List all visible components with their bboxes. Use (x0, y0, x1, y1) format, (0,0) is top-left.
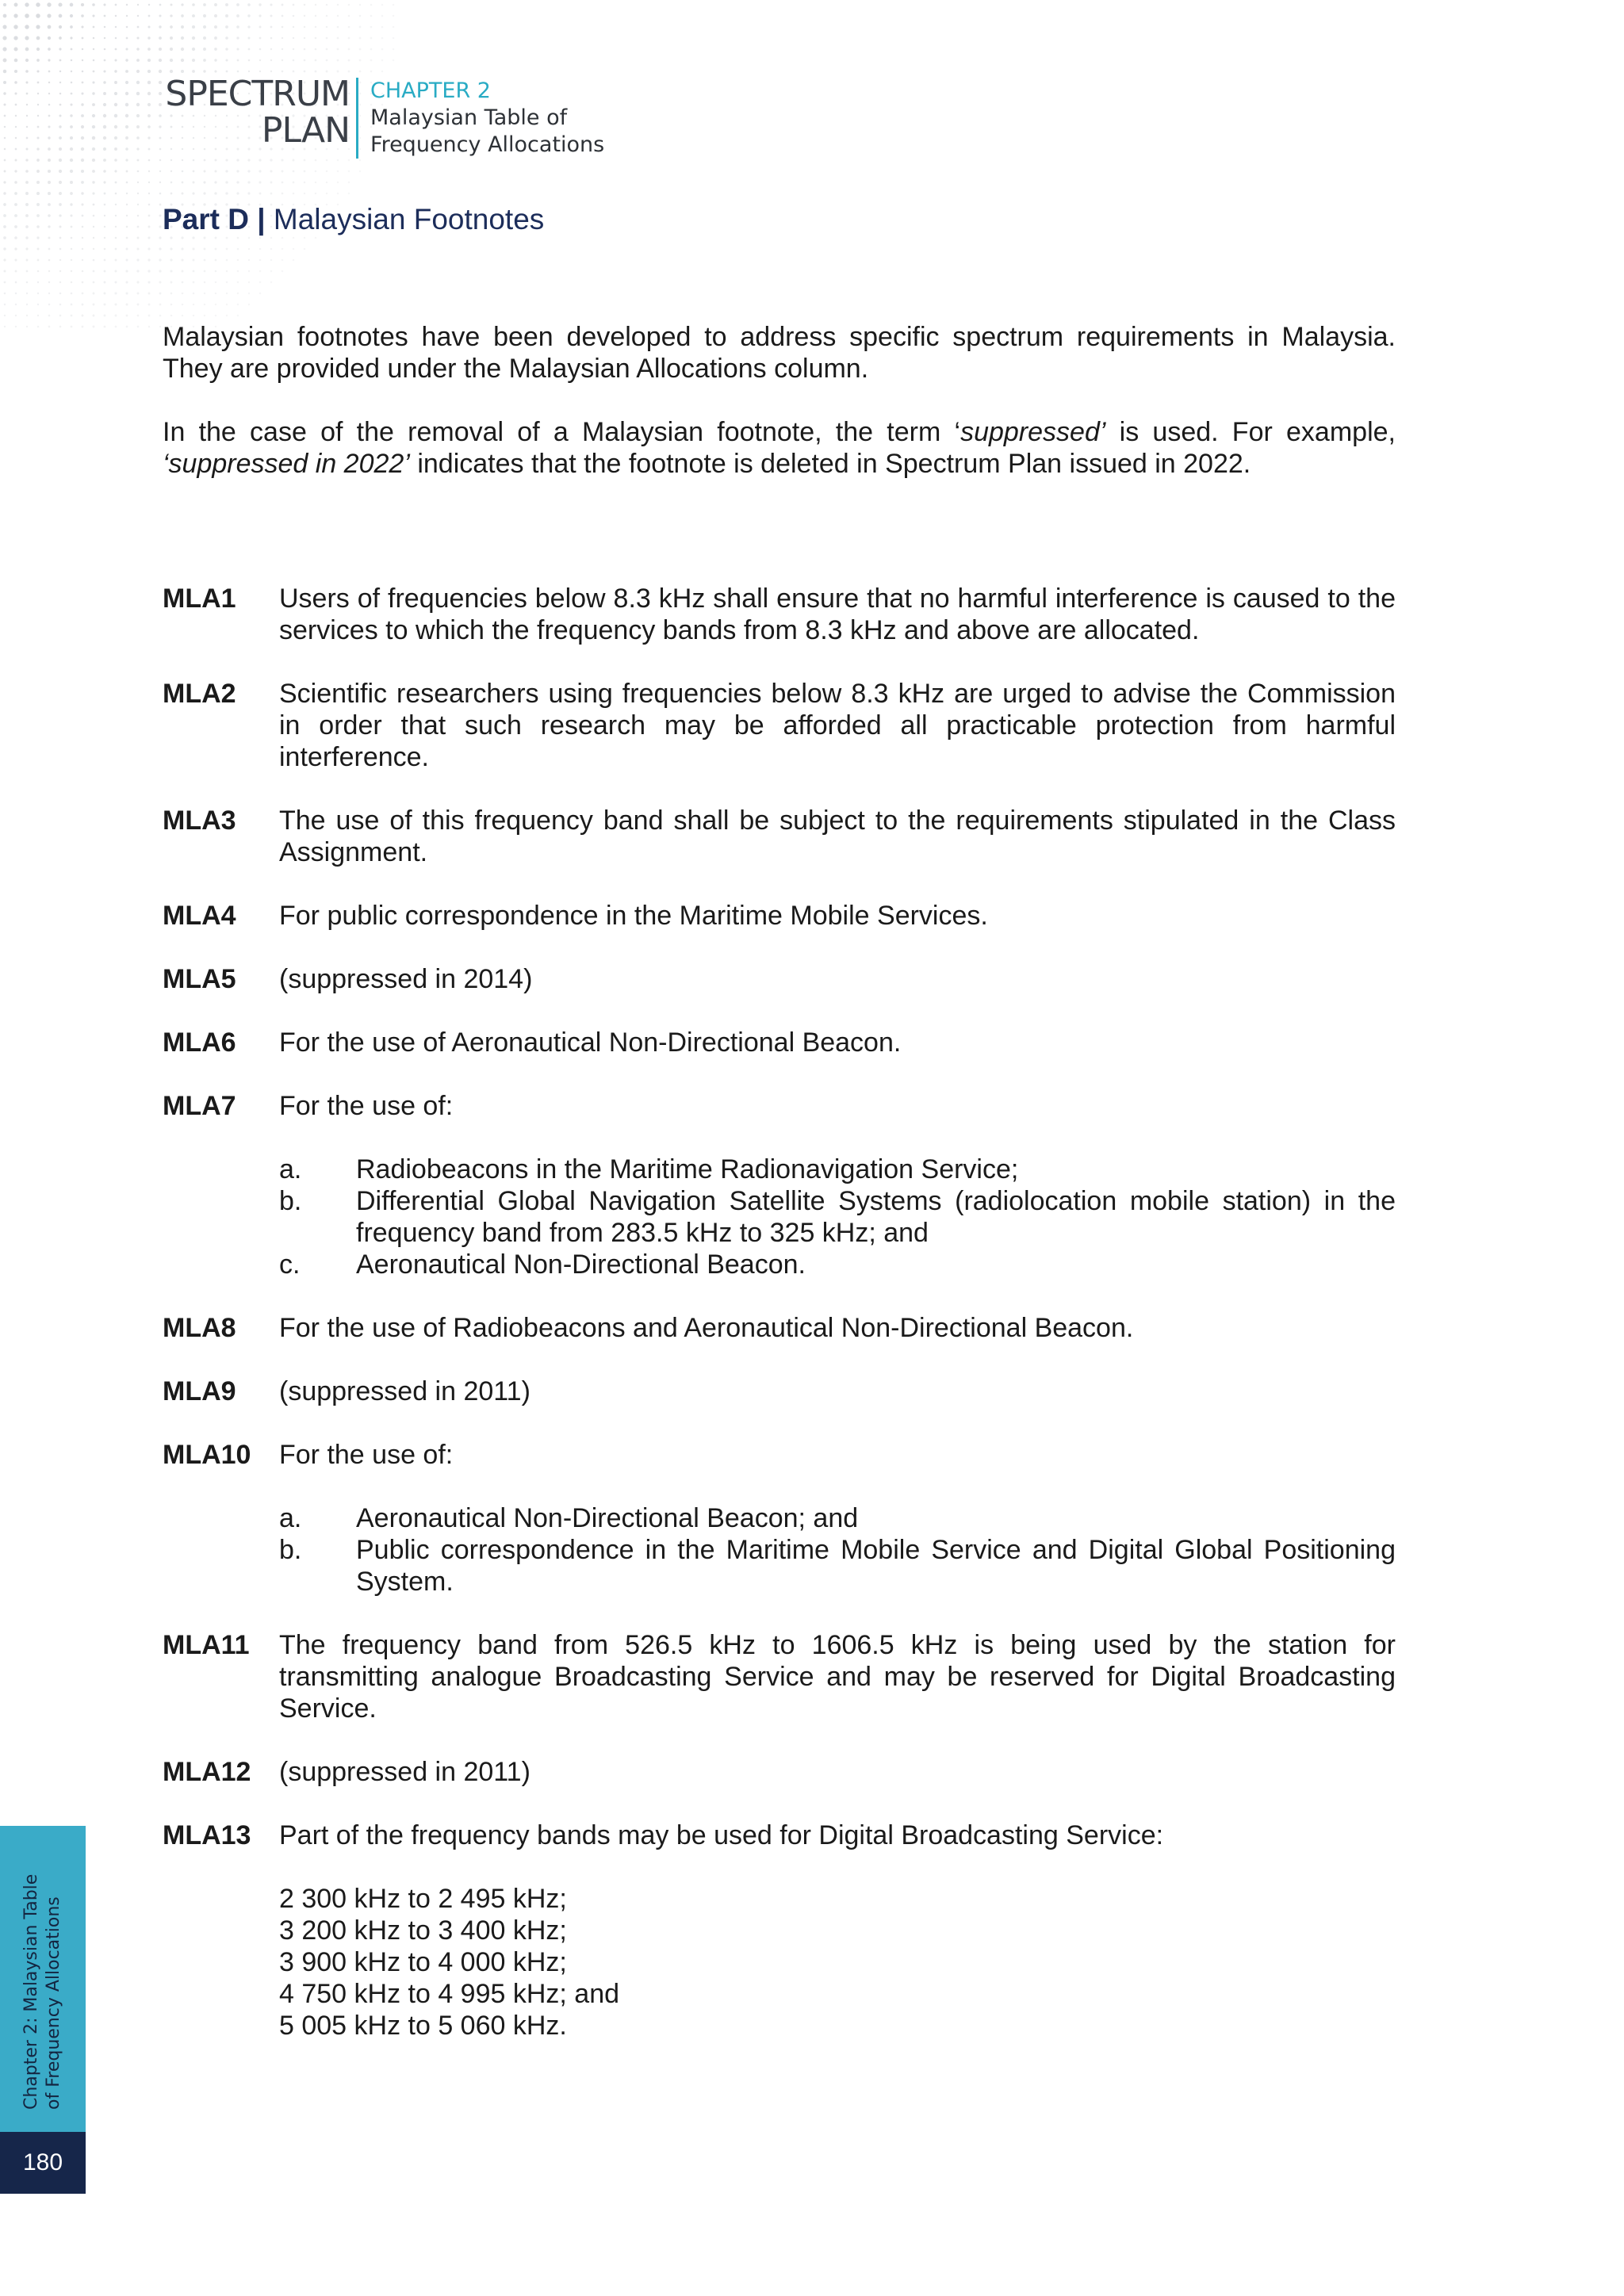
footnote-mla7 (163, 1090, 1396, 1280)
sublist-item (279, 1534, 1396, 1598)
sublist-letter: c. (279, 1249, 301, 1280)
intro-p2-example: ‘suppressed in 2022’ (163, 449, 410, 479)
logo-line-1: SPECTRUM (165, 74, 350, 114)
footnote-text: For the use of Radiobeacons and Aeronautical Non-Directional Beacon. (279, 1313, 1134, 1343)
footnote-code: MLA7 (163, 1091, 236, 1121)
sublist-item (279, 1249, 1396, 1280)
footnote-code: MLA13 (163, 1820, 251, 1850)
sublist-text: Public correspondence in the Maritime Mobile Service and Digital Global Positioning System. (356, 1535, 1396, 1597)
footnote-code: MLA3 (163, 806, 236, 836)
footnote-code: MLA9 (163, 1376, 236, 1406)
footnote-mla11 (163, 1629, 1396, 1724)
intro-p2-part-b: is used. For example, (1105, 417, 1396, 447)
frequency-range: 5 005 kHz to 5 060 kHz. (279, 2011, 567, 2041)
footnote-mla2 (163, 678, 1396, 773)
chapter-title (370, 105, 624, 159)
frequency-range: 3 200 kHz to 3 400 kHz; (279, 1915, 567, 1946)
footnote-mla1 (163, 583, 1396, 646)
sublist-letter: a. (279, 1154, 302, 1184)
footnote-text: For the use of: (279, 1440, 454, 1470)
footnote-text: The use of this frequency band shall be subject to the requirements stipulated in the Class Assignment. (279, 806, 1396, 867)
chapter-title-line-2: Frequency Allocations (370, 132, 605, 157)
footnote-text: Scientific researchers using frequencies below 8.3 kHz are urged to advise the Commission in order that such research may be afforded all practicable protection from harmful interference. (279, 679, 1396, 772)
sublist-item (279, 1502, 1396, 1534)
footnote-mla13 (163, 1820, 1396, 2042)
chapter-block (370, 78, 624, 159)
intro-p2-term: suppressed’ (960, 417, 1106, 447)
footnote-mla3 (163, 805, 1396, 868)
footnote-sublist (279, 1502, 1396, 1598)
footnote-text: (suppressed in 2011) (279, 1376, 530, 1406)
side-tab-line-2: of Frequency Allocations (44, 1896, 63, 2110)
sublist-letter: b. (279, 1535, 302, 1565)
intro-paragraph-1: Malaysian footnotes have been developed to address specific spectrum requirements in Malaysia. They are provided under the Malaysian Allocations column. (163, 322, 1396, 384)
footnote-text: (suppressed in 2011) (279, 1757, 530, 1787)
footnote-text: The frequency band from 526.5 kHz to 1606.5 kHz is being used by the station for transmitting analogue Broadcasting Service and may be reserved for Digital Broadcasting Service. (279, 1630, 1396, 1724)
footnote-code: MLA11 (163, 1630, 250, 1660)
footnote-mla5 (163, 963, 1396, 995)
part-title: Malaysian Footnotes (265, 203, 545, 235)
frequency-range: 4 750 kHz to 4 995 kHz; and (279, 1979, 620, 2009)
sublist-text: Radiobeacons in the Maritime Radionavigation Service; (356, 1154, 1019, 1184)
footnote-mla8 (163, 1312, 1396, 1344)
part-heading (163, 201, 544, 238)
intro-p2-part-c: indicates that the footnote is deleted in Spectrum Plan issued in 2022. (409, 449, 1251, 479)
footnote-mla4 (163, 900, 1396, 932)
footnote-code: MLA6 (163, 1027, 236, 1058)
frequency-range-list (279, 1883, 1396, 2042)
footnote-code: MLA5 (163, 964, 236, 994)
intro-paragraph-2 (163, 416, 1396, 480)
main-content (163, 321, 1396, 2073)
sublist-text: Differential Global Navigation Satellite Systems (radiolocation mobile station) in the frequency band from 283.5 kHz to 325 kHz; and (356, 1186, 1396, 1248)
footnote-mla12 (163, 1756, 1396, 1788)
logo-line-2: PLAN (261, 110, 350, 151)
chapter-label: CHAPTER 2 (370, 78, 491, 103)
footnote-code: MLA8 (163, 1313, 236, 1343)
chapter-side-tab (0, 1826, 86, 2132)
footnote-code: MLA2 (163, 679, 236, 709)
chapter-title-line-1: Malaysian Table of (370, 105, 568, 130)
frequency-range: 2 300 kHz to 2 495 kHz; (279, 1884, 567, 1914)
side-tab-line-1: Chapter 2: Malaysian Table (21, 1873, 41, 2110)
footnote-text: For the use of Aeronautical Non-Directional Beacon. (279, 1027, 902, 1058)
footnote-code: MLA12 (163, 1757, 251, 1787)
frequency-range: 3 900 kHz to 4 000 kHz; (279, 1947, 567, 1977)
footnote-code: MLA4 (163, 901, 236, 931)
footnote-code: MLA1 (163, 584, 236, 614)
footnote-list (163, 583, 1396, 2042)
footnote-text: Part of the frequency bands may be used for Digital Broadcasting Service: (279, 1820, 1164, 1850)
sublist-text: Aeronautical Non-Directional Beacon. (356, 1249, 806, 1280)
footnote-text: (suppressed in 2014) (279, 964, 533, 994)
footnote-text: Users of frequencies below 8.3 kHz shall ensure that no harmful interference is caused to the services to which the frequency bands from 8.3 kHz and above are allocated. (279, 584, 1396, 645)
footnote-mla6 (163, 1027, 1396, 1058)
sublist-letter: b. (279, 1186, 302, 1216)
side-tab-text (21, 1848, 65, 2110)
footnote-text: For the use of: (279, 1091, 454, 1121)
spectrum-plan-logo (163, 76, 350, 149)
intro-p2-part-a: In the case of the removal of a Malaysian footnote, the term ‘ (163, 417, 961, 447)
sublist-letter: a. (279, 1503, 302, 1533)
header-divider (356, 78, 358, 159)
page-number: 180 (0, 2132, 86, 2194)
part-label: Part D | (163, 203, 266, 235)
footnote-mla9 (163, 1376, 1396, 1407)
footnote-sublist (279, 1154, 1396, 1280)
sublist-item (279, 1185, 1396, 1249)
sublist-text: Aeronautical Non-Directional Beacon; and (356, 1503, 859, 1533)
spacer (163, 511, 1396, 583)
sublist-item (279, 1154, 1396, 1185)
decorative-dot-pattern (0, 0, 444, 333)
footnote-text: For public correspondence in the Maritime Mobile Services. (279, 901, 988, 931)
footnote-code: MLA10 (163, 1440, 251, 1470)
footnote-mla10 (163, 1439, 1396, 1598)
